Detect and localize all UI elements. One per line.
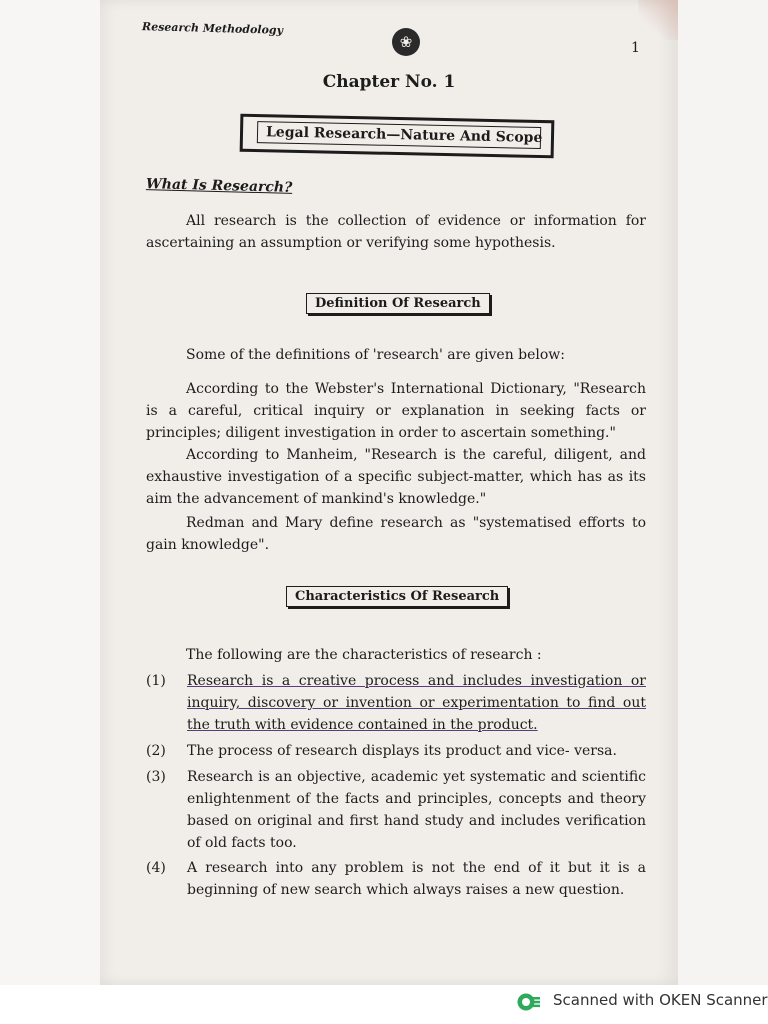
list-item [146, 766, 646, 854]
list-item-text: The process of research displays its product and vice- versa. [187, 743, 617, 759]
definition-webster: According to the Webster's International Dictionary, "Research is a careful, critical inquiry or explanation in seeking facts or principles; diligent investigation in order to ascertain something." [146, 381, 646, 441]
list-item-number: (4) [146, 860, 166, 876]
background-right [678, 0, 768, 985]
what-is-research-heading: What Is Research? [145, 176, 293, 196]
characteristics-heading: Characteristics Of Research [286, 586, 508, 607]
running-head: Research Methodology [141, 20, 284, 37]
publisher-logo-icon: ❀ [392, 28, 420, 56]
definition-redman: Redman and Mary define research as "systematised efforts to gain knowledge". [146, 515, 646, 553]
definition-manheim: According to Manheim, "Research is the careful, diligent, and exhaustive investigation of a specific subject-matter, which has as its aim the advancement of mankind's knowledge." [146, 447, 646, 507]
list-item-number: (1) [146, 673, 166, 689]
definition-heading: Definition Of Research [306, 293, 490, 314]
list-item [146, 857, 646, 901]
list-item-text: A research into any problem is not the end of it but it is a beginning of new search which always raises a new question. [187, 860, 646, 898]
chapter-number: Chapter No. 1 [322, 72, 456, 92]
chapter-title: Legal Research—Nature And Scope [257, 121, 541, 149]
chapter-title-box [240, 114, 555, 159]
what-is-research-paragraph: All research is the collection of evidence or information for ascertaining an assumption or verifying some hypothesis. [146, 213, 646, 251]
scanned-page [100, 0, 678, 985]
list-item [146, 670, 646, 736]
page-number: 1 [631, 40, 640, 56]
oken-scanner-logo-icon [517, 992, 541, 1012]
page-corner-shadow [638, 0, 678, 40]
scanner-watermark-text: Scanned with OKEN Scanner [553, 991, 768, 1009]
characteristics-intro: The following are the characteristics of research : [186, 647, 542, 663]
list-item-number: (3) [146, 769, 166, 785]
background-left [0, 0, 100, 985]
definition-intro: Some of the definitions of 'research' are given below: [186, 347, 566, 363]
list-item [146, 740, 646, 762]
list-item-text: Research is an objective, academic yet systematic and scientific enlightenment of the facts and principles, concepts and theory based on original and first hand study and includes verification of old facts too. [187, 769, 646, 851]
list-item-text: Research is a creative process and includes investigation or inquiry, discovery or invention or experimentation to find out the truth with evidence contained in the product. [187, 673, 646, 733]
list-item-number: (2) [146, 743, 166, 759]
